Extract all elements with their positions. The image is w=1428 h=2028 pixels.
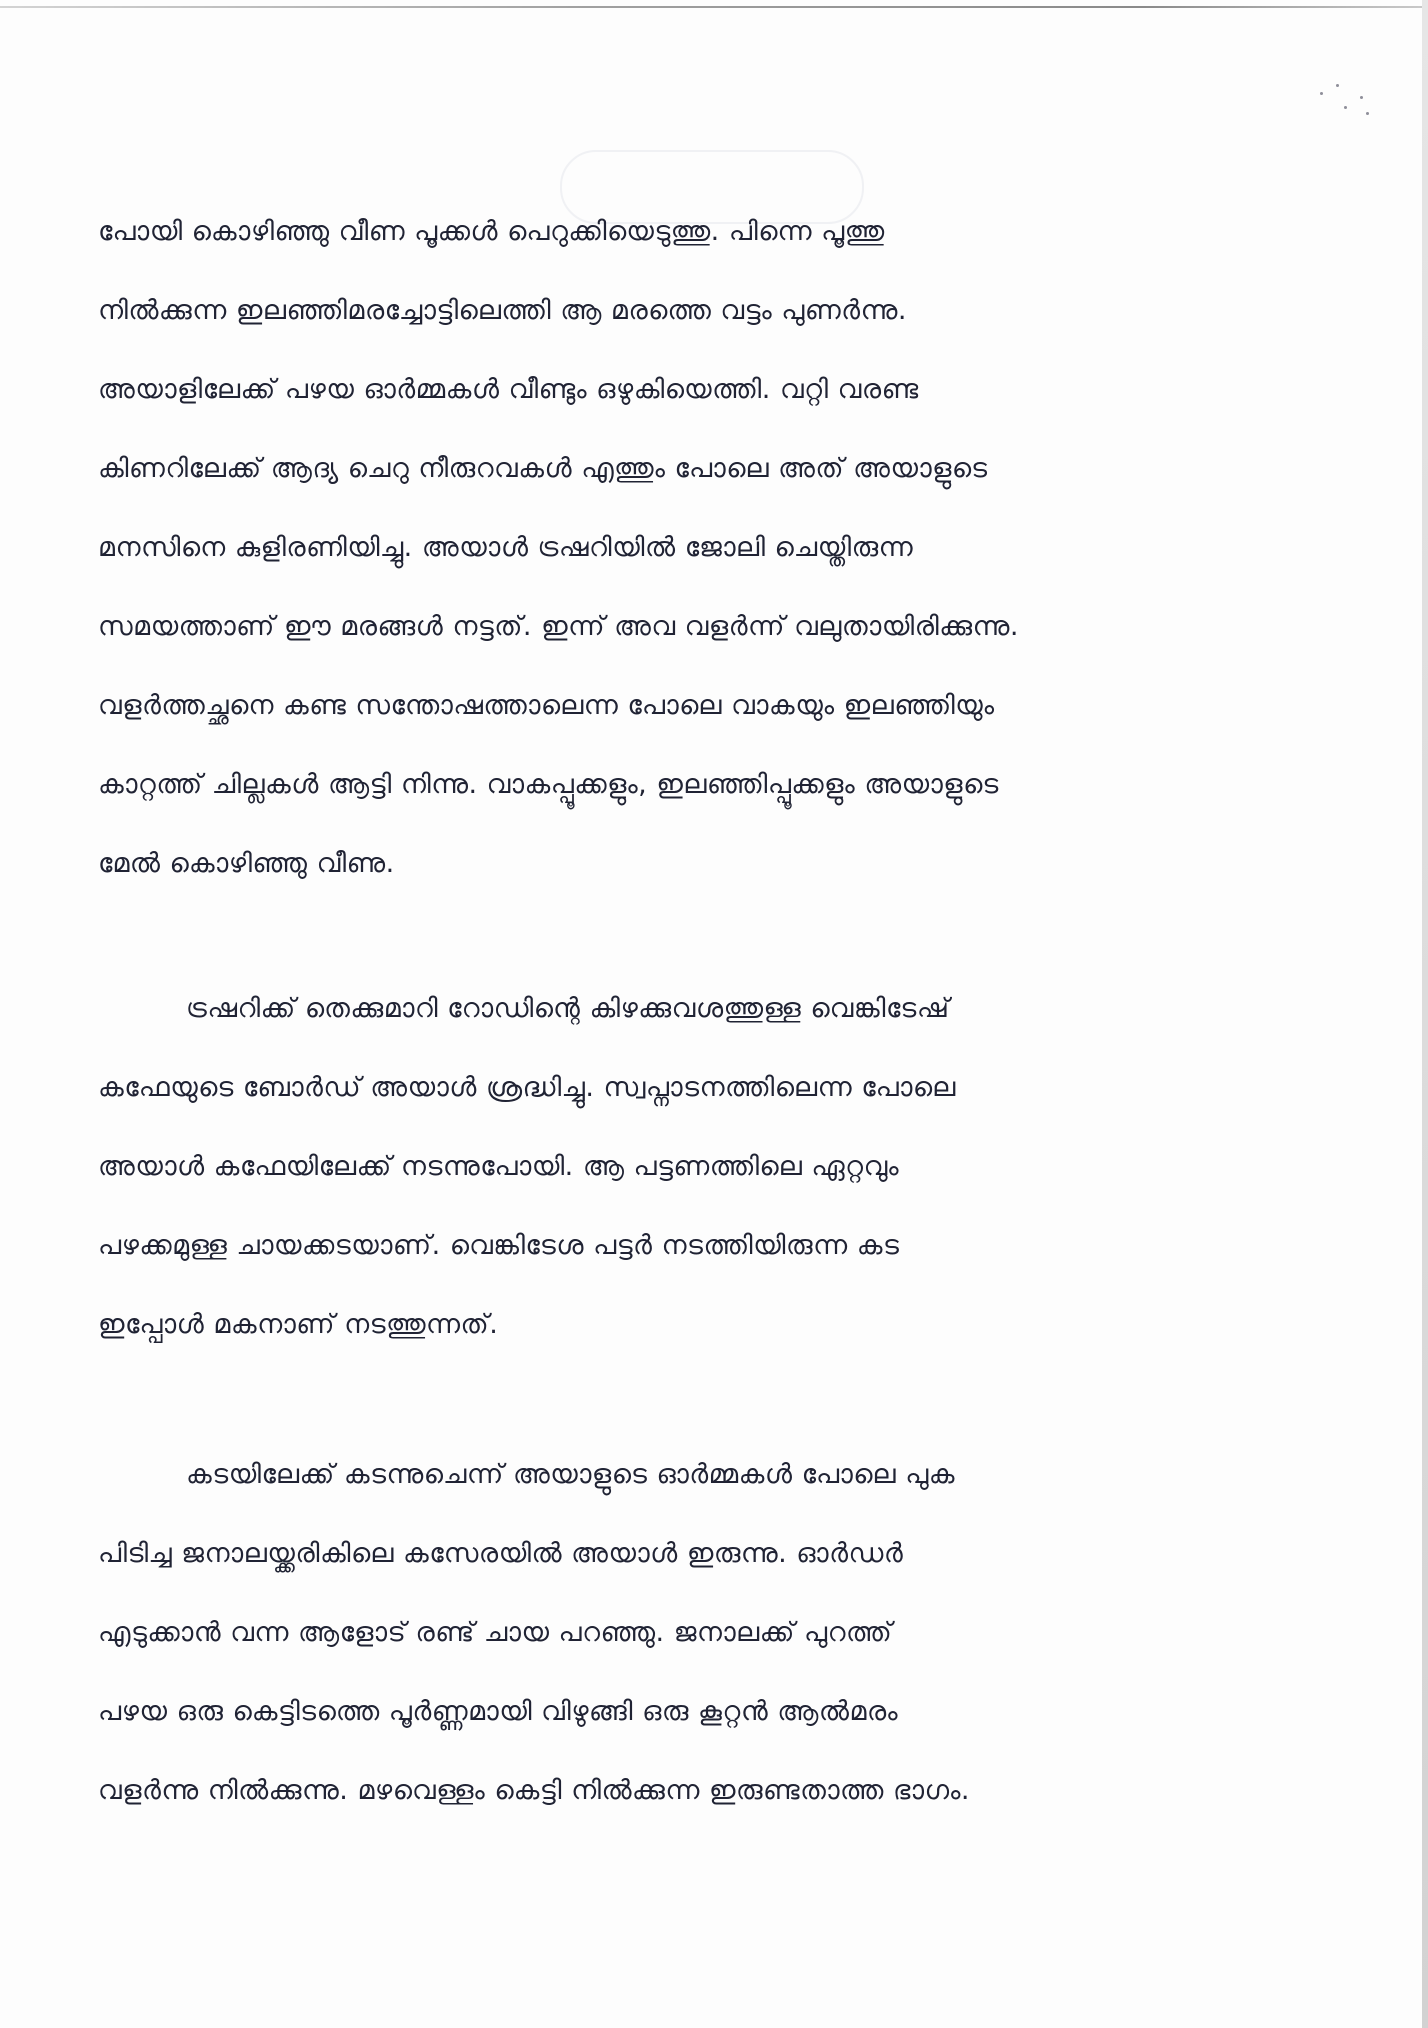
text-line: അയാൾ കഫേയിലേക്ക് നടന്നുപോയി. ആ പട്ടണത്തിലെ ഏറ്റവും xyxy=(98,1151,900,1182)
text-line: പിടിച്ച ജനാലയ്ക്കരികിലെ കസേരയിൽ അയാൾ ഇരുന്നു. ഓർഡർ xyxy=(98,1538,904,1569)
text-line: പഴയ ഒരു കെട്ടിടത്തെ പൂർണ്ണമായി വിഴുങ്ങി ഒരു കൂറ്റൻ ആൽമരം xyxy=(98,1696,899,1727)
text-line: അയാളിലേക്ക് പഴയ ഓർമ്മകൾ വീണ്ടും ഒഴുകിയെത്തി. വറ്റി വരണ്ട xyxy=(98,374,919,405)
text-line: ഇപ്പോൾ മകനാണ് നടത്തുന്നത്. xyxy=(98,1309,499,1340)
text-line: വളർന്നു നിൽക്കുന്നു. മഴവെള്ളം കെട്ടി നിൽക്കുന്ന ഇരുണ്ടതാത്ത ഭാഗം. xyxy=(98,1775,970,1806)
text-line: എടുക്കാൻ വന്ന ആളോട് രണ്ട് ചായ പറഞ്ഞു. ജനാലക്ക് പുറത്ത് xyxy=(98,1617,893,1648)
text-line: വളർത്തച്ഛനെ കണ്ട സന്തോഷത്താലെന്ന പോലെ വാകയും ഇലഞ്ഞിയും xyxy=(98,690,995,721)
text-line: മനസിനെ കുളിരണിയിച്ചു. അയാൾ ട്രഷറിയിൽ ജോലി ചെയ്തിരുന്ന xyxy=(98,532,914,563)
text-line: സമയത്താണ് ഈ മരങ്ങൾ നട്ടത്. ഇന്ന് അവ വളർന്ന് വലുതായിരിക്കുന്നു. xyxy=(98,611,1019,642)
text-line: കിണറിലേക്ക് ആദ്യ ചെറു നീരുറവകൾ എത്തും പോലെ അത് അയാളുടെ xyxy=(98,453,988,484)
corner-specks xyxy=(1314,82,1374,122)
text-line: പഴക്കമുള്ള ചായക്കടയാണ്. വെങ്കിടേശ പട്ടർ നടത്തിയിരുന്ന കട xyxy=(98,1230,900,1261)
text-line: കാറ്റത്ത് ചില്ലകൾ ആട്ടി നിന്നു. വാകപ്പൂക്കളും, ഇലഞ്ഞിപ്പൂക്കളും അയാളുടെ xyxy=(98,769,999,800)
text-line: പോയി കൊഴിഞ്ഞു വീണ പൂക്കൾ പെറുക്കിയെടുത്തു. പിന്നെ പൂത്തു xyxy=(98,216,885,247)
text-line: കഫേയുടെ ബോർഡ് അയാൾ ശ്രദ്ധിച്ചു. സ്വപ്നാടനത്തിലെന്ന പോലെ xyxy=(98,1072,956,1103)
page-top-edge xyxy=(0,6,1428,8)
text-line: കടയിലേക്ക് കടന്നുചെന്ന് അയാളുടെ ഓർമ്മകൾ പോലെ പുക xyxy=(186,1459,956,1490)
text-line: നിൽക്കുന്ന ഇലഞ്ഞിമരച്ചോട്ടിലെത്തി ആ മരത്തെ വട്ടം പുണർന്നു. xyxy=(98,295,907,326)
page-right-edge xyxy=(1422,0,1428,2028)
text-line: മേൽ കൊഴിഞ്ഞു വീണു. xyxy=(98,848,395,879)
text-line: ട്രഷറിക്ക് തെക്കുമാറി റോഡിന്റെ കിഴക്കുവശത്തുള്ള വെങ്കിടേഷ് xyxy=(186,993,950,1024)
